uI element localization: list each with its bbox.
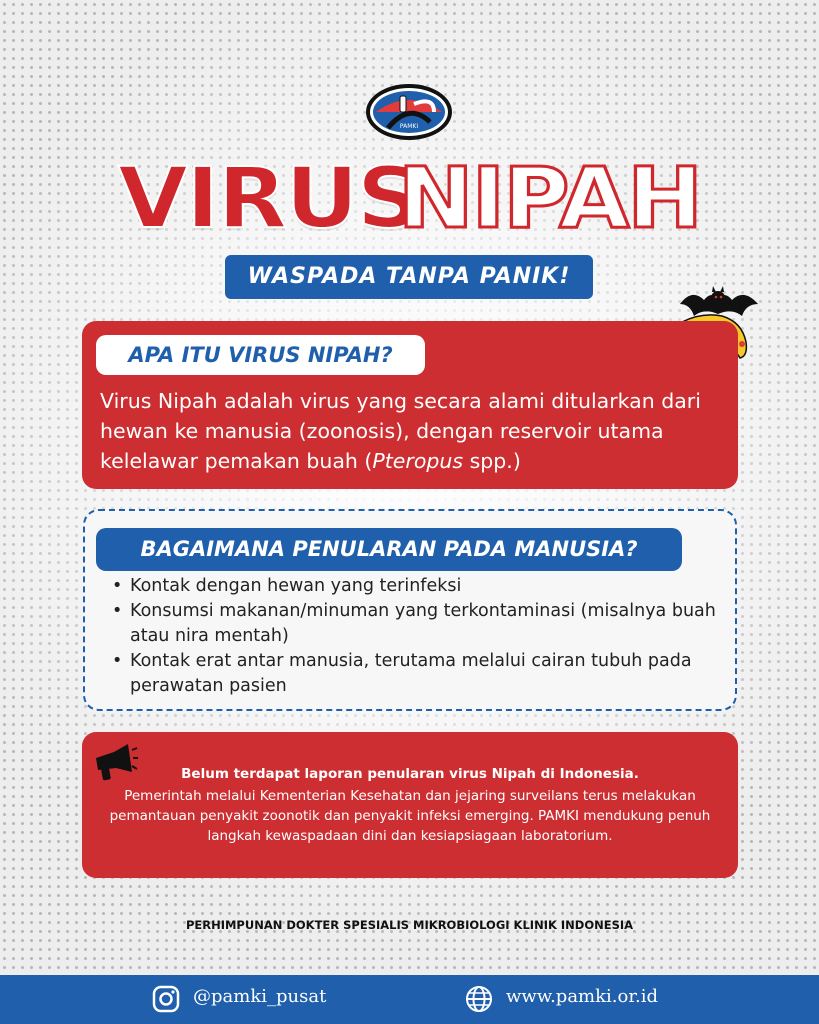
pamki-logo [364, 82, 454, 142]
footer-bar [0, 975, 819, 1024]
title-nipah: NIPAH [397, 149, 701, 247]
notice-headline: Belum terdapat laporan penularan virus Nipah di Indonesia. [181, 766, 639, 782]
website-link[interactable]: www.pamki.or.id [506, 986, 658, 1007]
transmission-heading: BAGAIMANA PENULARAN PADA MANUSIA? [96, 528, 682, 571]
svg-text:PAMKI: PAMKI [399, 123, 419, 130]
instagram-handle[interactable]: @pamki_pusat [193, 986, 327, 1007]
megaphone-icon [92, 742, 138, 782]
instagram-icon[interactable] [152, 985, 180, 1013]
list-item: • Kontak dengan hewan yang terinfeksi [112, 574, 722, 599]
page-title [0, 148, 819, 248]
organization-name: PERHIMPUNAN DOKTER SPESIALIS MIKROBIOLOGI KLINIK INDONESIA [185, 918, 634, 932]
transmission-list [112, 574, 722, 699]
list-item: • Kontak erat antar manusia, terutama melalui cairan tubuh pada perawatan pasien [112, 649, 722, 699]
what-is-description: Virus Nipah adalah virus yang secara alami ditularkan dari hewan ke manusia (zoonosis), dengan reservoir utama kelelawar pemakan buah (Pteropus spp.) [100, 389, 701, 473]
notice-body: Pemerintah melalui Kementerian Kesehatan dan jejaring surveilans terus melakukan pemantauan penyakit zoonotik dan penyakit infeksi emerging. PAMKI mendukung penuh langkah kewaspadaan dini dan kesiapsiagaan laboratorium. [109, 788, 711, 844]
subtitle-badge: WASPADA TANPA PANIK! [225, 255, 593, 299]
what-is-heading: APA ITU VIRUS NIPAH? [96, 335, 425, 375]
list-item: • Konsumsi makanan/minuman yang terkontaminasi (misalnya buah atau nira mentah) [112, 599, 722, 649]
globe-icon[interactable] [465, 985, 493, 1013]
title-virus: VIRUS [118, 149, 421, 247]
